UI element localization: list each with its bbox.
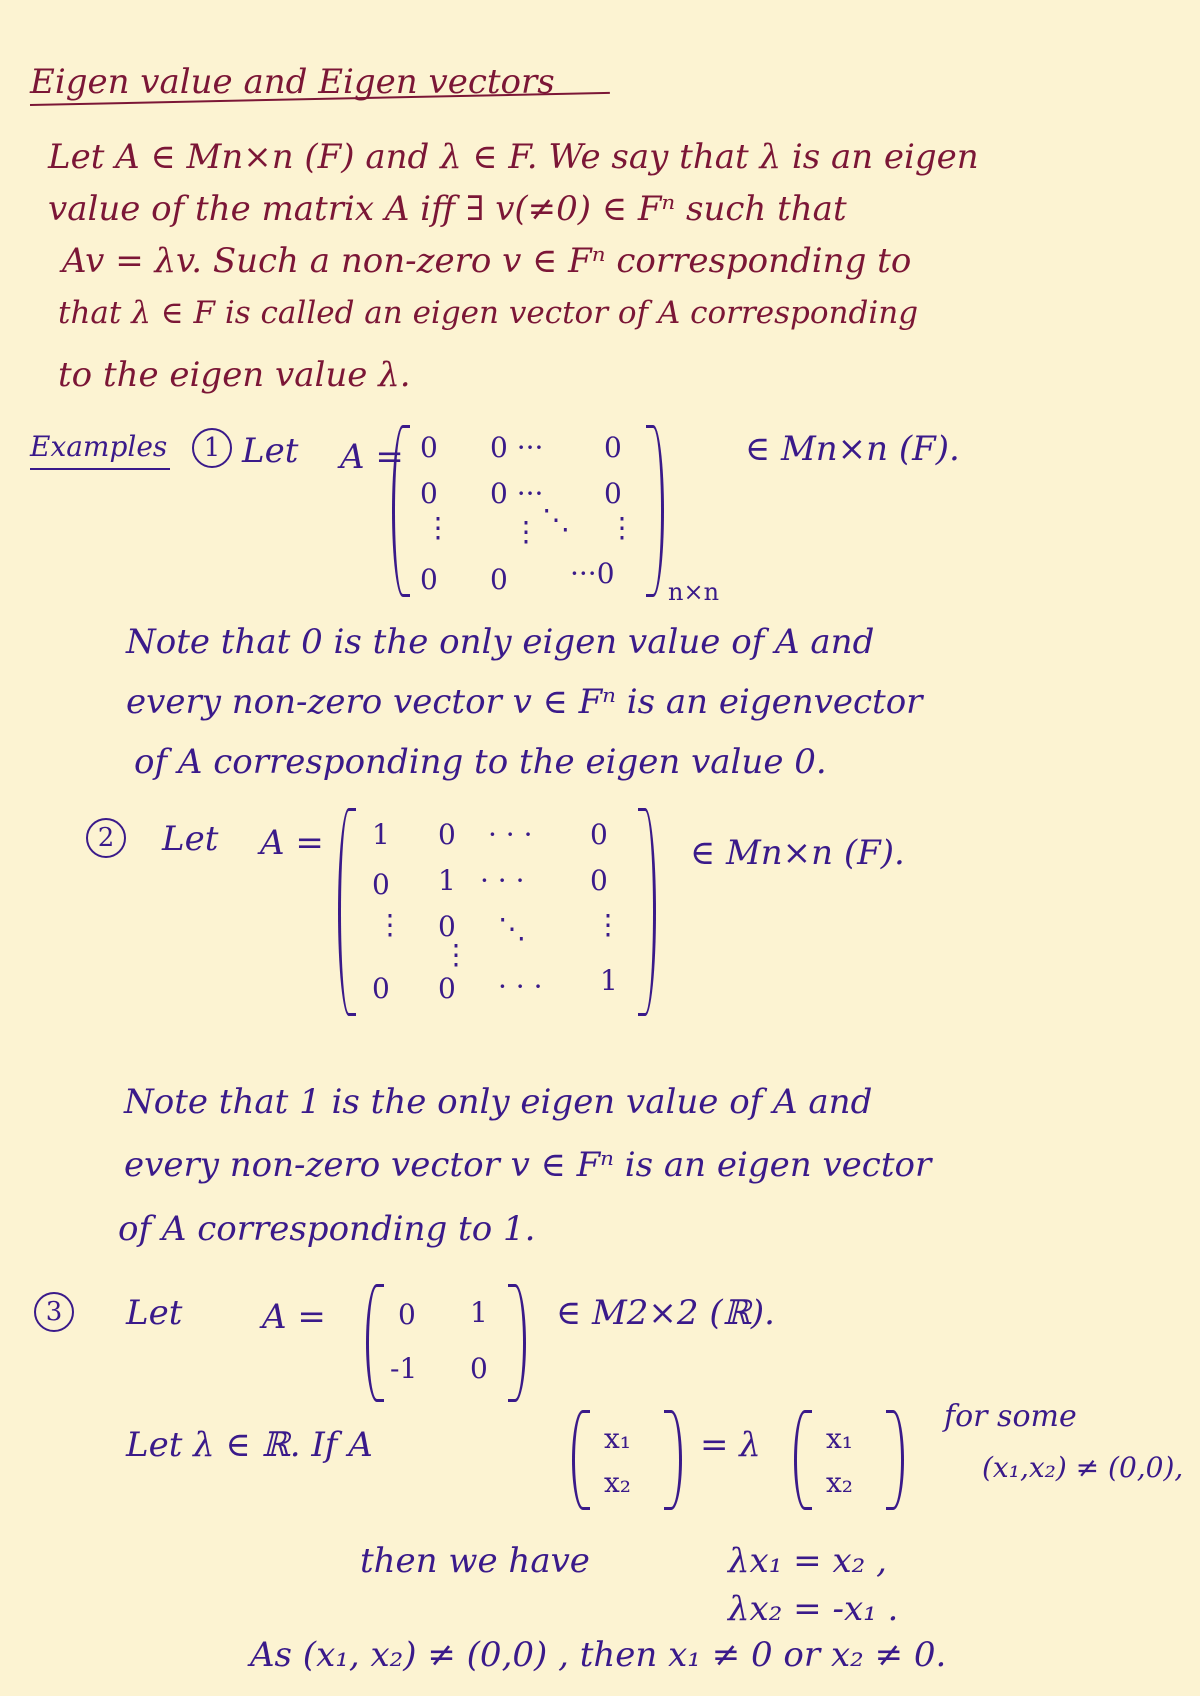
equals-lambda: = λ [700, 1425, 761, 1465]
example-1-note-1: Note that 0 is the only eigen value of A and [126, 622, 875, 662]
vertical-dots: ⋮ [512, 515, 540, 548]
right-bracket [508, 1284, 526, 1402]
example-2-let: Let [162, 819, 219, 859]
matrix-cell: 0 ··· [490, 477, 544, 510]
matrix-cell: 0 [470, 1352, 488, 1385]
matrix-cell: 0 [590, 864, 608, 897]
example-3-let: Let [126, 1293, 183, 1333]
matrix-cell: ···0 [570, 557, 615, 590]
matrix-cell: · · · [480, 864, 525, 897]
equation-1: λx₁ = x₂ , [728, 1541, 887, 1581]
right-bracket [646, 425, 664, 597]
matrix-cell: 0 [490, 563, 508, 596]
example-3-if-line: Let λ ∈ ℝ. If A [126, 1425, 373, 1465]
matrix-size-subscript: n×n [668, 578, 720, 606]
example-2-identity-matrix [338, 808, 656, 1016]
vector-entry: x₂ [826, 1466, 854, 1499]
final-line: As (x₁, x₂) ≠ (0,0) , then x₁ ≠ 0 or x₂ ≠ 0. [250, 1635, 947, 1675]
matrix-cell: 0 [438, 972, 456, 1005]
matrix-cell: 0 [372, 868, 390, 901]
example-1-note-3: of A corresponding to the eigen value 0. [134, 742, 827, 782]
example-1-number: 1 [192, 428, 232, 468]
vertical-dots: ⋮ [608, 511, 636, 544]
matrix-cell: 0 [420, 477, 438, 510]
vertical-dots: ⋮ [594, 908, 622, 941]
diagonal-dots: ⋱ [542, 503, 570, 536]
example-1-membership: ∈ Mn×n (F). [745, 429, 960, 469]
matrix-cell: 0 [420, 431, 438, 464]
examples-underline [30, 468, 170, 470]
matrix-cell: 0 [438, 818, 456, 851]
matrix-cell: 0 ··· [490, 431, 544, 464]
example-2-note-3: of A corresponding to 1. [118, 1209, 536, 1249]
example-1-note-2: every non-zero vector v ∈ Fⁿ is an eigenvector [126, 682, 923, 722]
vector-entry: x₂ [604, 1466, 632, 1499]
matrix-cell: -1 [390, 1352, 418, 1385]
matrix-cell: · · · [498, 970, 543, 1003]
matrix-cell: 0 [372, 972, 390, 1005]
vertical-dots: ⋮ [376, 908, 404, 941]
matrix-cell: 0 [604, 477, 622, 510]
example-2-note-1: Note that 1 is the only eigen value of A and [124, 1082, 873, 1122]
example-1-zero-matrix [392, 425, 664, 597]
page-title: Eigen value and Eigen vectors [30, 62, 555, 102]
vertical-dots: ⋮ [442, 938, 470, 971]
then-we-have: then we have [360, 1541, 590, 1581]
matrix-cell: 1 [600, 964, 618, 997]
vector-entry: x₁ [604, 1422, 632, 1455]
left-bracket [794, 1410, 812, 1510]
example-3-a-equals: A = [262, 1297, 326, 1337]
examples-label: Examples [30, 430, 168, 463]
example-2-note-2: every non-zero vector v ∈ Fⁿ is an eigen vector [124, 1145, 932, 1185]
example-1-let: Let [242, 431, 299, 471]
example-3-matrix [366, 1284, 526, 1402]
matrix-cell: 1 [372, 818, 390, 851]
left-bracket [572, 1410, 590, 1510]
example-2-membership: ∈ Mn×n (F). [690, 833, 905, 873]
left-bracket [366, 1284, 384, 1402]
example-2-number: 2 [86, 818, 126, 858]
left-bracket [338, 808, 356, 1016]
matrix-cell: 0 [438, 910, 456, 943]
example-2-a-equals: A = [260, 823, 324, 863]
diagonal-dots: ⋱ [498, 912, 526, 945]
matrix-cell: 1 [438, 864, 456, 897]
matrix-cell: 0 [604, 431, 622, 464]
matrix-cell: 0 [420, 563, 438, 596]
matrix-cell: 1 [470, 1296, 488, 1329]
nonzero-condition: (x₁,x₂) ≠ (0,0), [982, 1451, 1184, 1484]
matrix-cell: · · · [488, 818, 533, 851]
vector-x-right [794, 1410, 904, 1510]
left-bracket [392, 425, 410, 597]
right-bracket [664, 1410, 682, 1510]
vector-x-left [572, 1410, 682, 1510]
matrix-cell: 0 [590, 818, 608, 851]
right-bracket [638, 808, 656, 1016]
example-1-a-equals: A = [340, 437, 404, 477]
definition-line-5: to the eigen value λ. [58, 355, 411, 395]
equation-2: λx₂ = -x₁ . [728, 1589, 899, 1629]
example-3-number: 3 [34, 1292, 74, 1332]
definition-line-2: value of the matrix A iff ∃ v(≠0) ∈ Fⁿ such that [48, 189, 847, 229]
definition-line-1: Let A ∈ Mn×n (F) and λ ∈ F. We say that λ is an eigen [48, 137, 979, 177]
example-3-membership: ∈ M2×2 (ℝ). [556, 1293, 775, 1333]
vector-entry: x₁ [826, 1422, 854, 1455]
vertical-dots: ⋮ [424, 511, 452, 544]
matrix-cell: 0 [398, 1298, 416, 1331]
for-some: for some [944, 1399, 1077, 1434]
definition-line-4: that λ ∈ F is called an eigen vector of A corresponding [58, 295, 919, 331]
definition-line-3: Av = λv. Such a non-zero v ∈ Fⁿ corresponding to [62, 241, 912, 281]
right-bracket [886, 1410, 904, 1510]
